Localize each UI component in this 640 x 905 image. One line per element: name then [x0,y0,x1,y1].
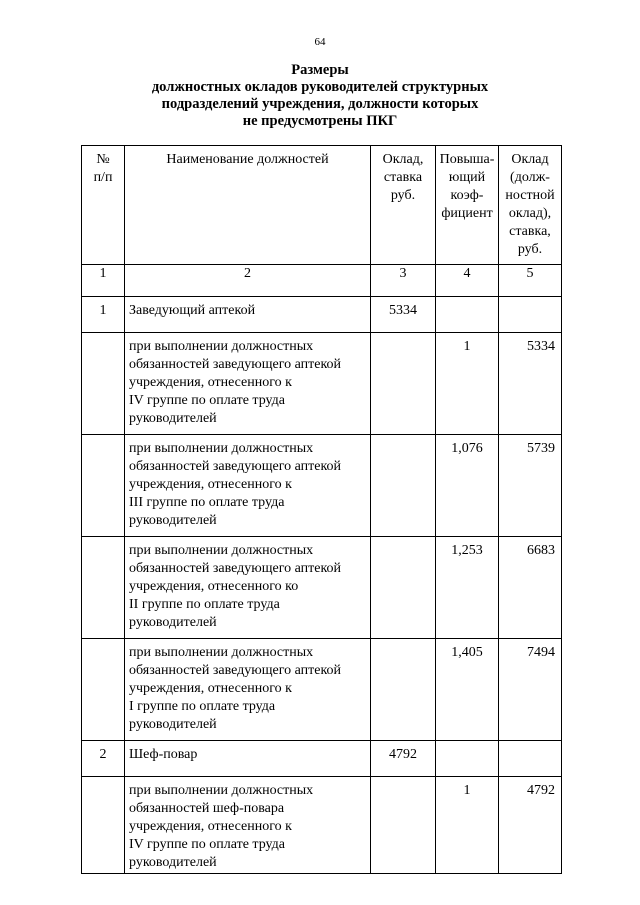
salary-value [371,333,436,435]
header-text: Наименование должностей [166,152,329,167]
condition-line: обязанностей заведующего аптекой [129,459,342,474]
row-number [82,777,125,874]
table-row [82,741,562,777]
header-text: оклад), [508,206,552,221]
condition-line: учреждения, отнесенного к [129,477,292,492]
condition-line: учреждения, отнесенного к [129,819,292,834]
coefficient-value: 1,076 [436,435,499,537]
condition-line: обязанностей заведующего аптекой [129,561,342,576]
salary-value [371,777,436,874]
condition-line: I группе по оплате труда [129,699,276,714]
condition-line: при выполнении должностных [129,339,314,354]
condition-line: учреждения, отнесенного к [129,375,292,390]
header-text: фициент [441,206,493,221]
result-value: 5739 [499,435,562,537]
table-row [82,537,562,639]
table-row [82,297,562,333]
position-condition [125,333,371,435]
position-name: Заведующий аптекой [125,297,371,333]
salary-value: 4792 [371,741,436,777]
header-row [82,146,562,265]
condition-line: IV группе по оплате труда [129,393,285,408]
header-cell-number [82,146,125,265]
position-name: Шеф-повар [125,741,371,777]
header-text: (долж- [510,170,550,185]
row-number [82,639,125,741]
row-number [82,333,125,435]
condition-line: руководителей [129,615,217,630]
header-cell-result-salary [499,146,562,265]
header-text: ставка [383,170,423,185]
result-value: 5334 [499,333,562,435]
table-row [82,333,562,435]
row-number: 2 [82,741,125,777]
coefficient-value [436,297,499,333]
title-line: должностных окладов руководителей структурных [151,79,489,95]
coefficient-value: 1 [436,777,499,874]
column-number: 5 [499,265,562,297]
table-row [82,777,562,874]
condition-line: обязанностей шеф-повара [129,801,285,816]
condition-line: учреждения, отнесенного ко [129,579,299,594]
column-number: 4 [436,265,499,297]
title-line: не предусмотрены ПКГ [242,113,398,129]
row-number [82,537,125,639]
result-value [499,741,562,777]
coefficient-value [436,741,499,777]
header-text: Оклад, [382,152,424,167]
condition-line: при выполнении должностных [129,783,314,798]
table-body [82,146,562,874]
header-text: Оклад [511,152,549,167]
position-condition [125,639,371,741]
coefficient-value: 1,253 [436,537,499,639]
salary-table [81,145,562,874]
condition-line: руководителей [129,855,217,870]
row-number: 1 [82,297,125,333]
condition-line: руководителей [129,513,217,528]
salary-value: 5334 [371,297,436,333]
title-line: подразделений учреждения, должности которых [161,96,479,112]
column-number-row [82,265,562,297]
header-text: коэф- [450,188,484,203]
header-text: п/п [93,170,113,185]
column-number: 2 [125,265,371,297]
condition-line: обязанностей заведующего аптекой [129,357,342,372]
document-title [100,62,540,130]
header-text: ющий [448,170,486,185]
row-number [82,435,125,537]
condition-line: обязанностей заведующего аптекой [129,663,342,678]
condition-line: руководителей [129,717,217,732]
condition-line: III группе по оплате труда [129,495,285,510]
header-cell-position [125,146,371,265]
result-value [499,297,562,333]
salary-value [371,537,436,639]
salary-value [371,435,436,537]
result-value: 7494 [499,639,562,741]
column-number: 1 [82,265,125,297]
condition-line: IV группе по оплате труда [129,837,285,852]
salary-value [371,639,436,741]
condition-line: при выполнении должностных [129,441,314,456]
table-row [82,435,562,537]
condition-line: учреждения, отнесенного к [129,681,292,696]
position-condition [125,435,371,537]
header-text: руб. [517,242,543,257]
result-value: 6683 [499,537,562,639]
title-line: Размеры [291,62,349,78]
column-number: 3 [371,265,436,297]
condition-line: руководителей [129,411,217,426]
header-text: ностной [505,188,555,203]
header-cell-salary [371,146,436,265]
table-row [82,639,562,741]
condition-line: при выполнении должностных [129,543,314,558]
coefficient-value: 1,405 [436,639,499,741]
condition-line: II группе по оплате труда [129,597,280,612]
header-text: № [96,152,110,167]
result-value: 4792 [499,777,562,874]
condition-line: при выполнении должностных [129,645,314,660]
header-text: Повыша- [439,152,495,167]
position-condition [125,777,371,874]
header-cell-coefficient [436,146,499,265]
position-condition [125,537,371,639]
header-text: ставка, [509,224,551,239]
coefficient-value: 1 [436,333,499,435]
header-text: руб. [390,188,416,203]
page-number: 64 [314,36,326,48]
